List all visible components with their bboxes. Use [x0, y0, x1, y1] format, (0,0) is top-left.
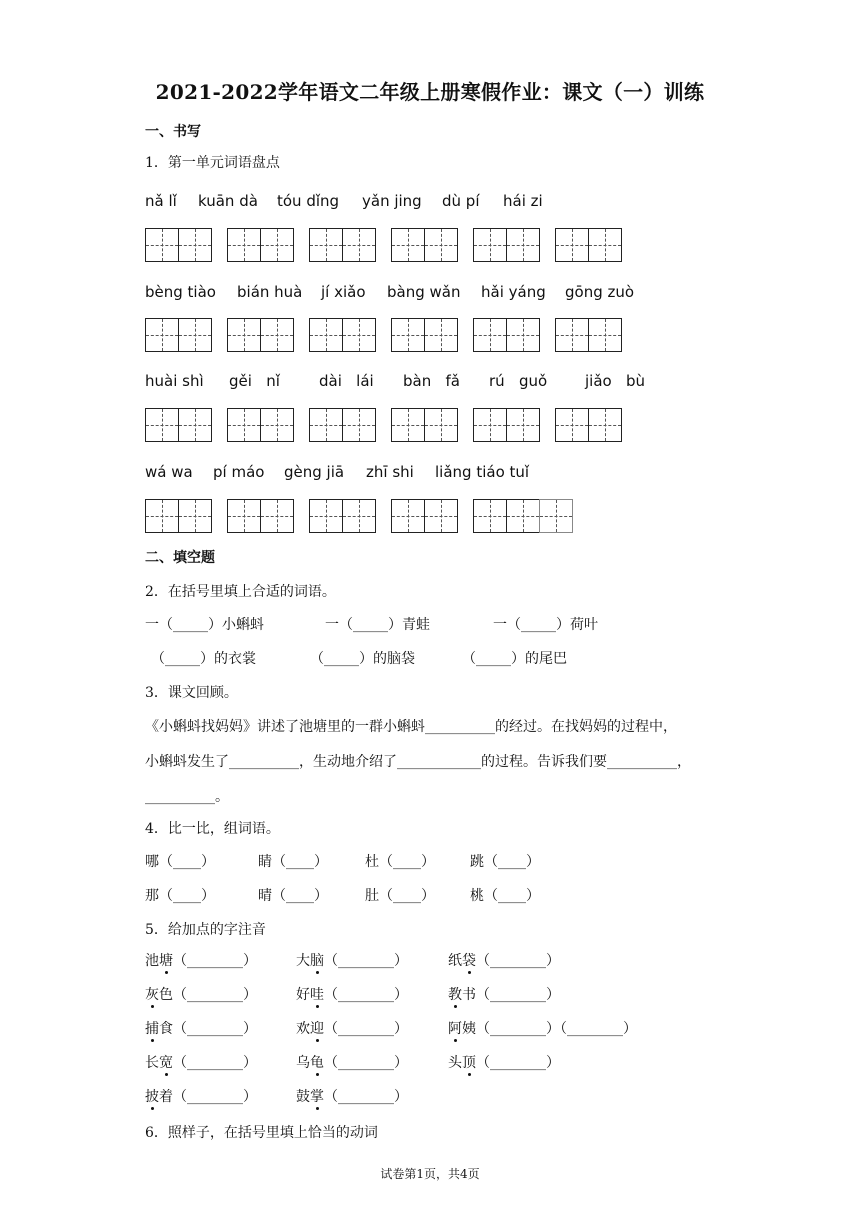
char: 大: [296, 953, 310, 969]
writing-cell[interactable]: [145, 408, 179, 442]
writing-cell[interactable]: [588, 228, 622, 262]
writing-grid-word: [391, 228, 457, 262]
annotate-item: [448, 950, 560, 970]
section-heading-fill-blank: 二、填空题: [145, 550, 215, 566]
writing-grid-word: [473, 318, 539, 352]
char: 池: [145, 953, 159, 969]
dotted-char: 阿: [448, 1018, 462, 1038]
dotted-char: 塘: [159, 950, 173, 970]
writing-cell[interactable]: [178, 499, 212, 533]
writing-grid-word: [391, 499, 457, 533]
writing-cell[interactable]: [342, 228, 376, 262]
dotted-char: 宽: [159, 1052, 173, 1072]
pinyin-word: yǎn jing: [362, 192, 422, 210]
pinyin-blank[interactable]: （________）: [324, 953, 408, 969]
writing-cell[interactable]: [145, 228, 179, 262]
pinyin-blank[interactable]: （________）: [173, 1055, 257, 1071]
pinyin-word: gōng zuò: [565, 283, 635, 301]
writing-cell[interactable]: [145, 318, 179, 352]
writing-grid-word: [309, 228, 375, 262]
writing-cell[interactable]: [309, 499, 343, 533]
writing-cell[interactable]: [424, 408, 458, 442]
q2-blank[interactable]: 一（_____）青蛙: [325, 617, 430, 633]
writing-cell[interactable]: [555, 408, 589, 442]
writing-grid-row: [145, 228, 745, 262]
writing-grid-word: [145, 228, 211, 262]
annotate-item: [296, 1086, 408, 1106]
writing-cell[interactable]: [391, 318, 425, 352]
writing-cell[interactable]: [473, 499, 507, 533]
q4-blank[interactable]: 那（____）: [145, 888, 215, 904]
annotate-item: [448, 1018, 637, 1038]
writing-cell[interactable]: [391, 228, 425, 262]
writing-grid-row: [145, 408, 745, 442]
writing-grid-word: [555, 318, 621, 352]
q2-blank[interactable]: （_____）的衣裳: [151, 651, 256, 667]
writing-grid-word: [227, 499, 293, 533]
pinyin-blank[interactable]: （________）: [173, 953, 257, 969]
writing-cell[interactable]: [260, 499, 294, 533]
dotted-char: 哇: [310, 984, 324, 1004]
writing-cell[interactable]: [473, 318, 507, 352]
annotate-item: [296, 1052, 408, 1072]
char: 欢: [296, 1021, 310, 1037]
question-1-label: 1．第一单元词语盘点: [145, 155, 280, 171]
q2-blank[interactable]: 一（_____）荷叶: [493, 617, 598, 633]
writing-cell[interactable]: [424, 318, 458, 352]
pinyin-word: gěi nǐ: [229, 372, 280, 390]
dotted-char: 教: [448, 984, 462, 1004]
pinyin-word: nǎ lǐ: [145, 192, 177, 210]
writing-cell[interactable]: [555, 228, 589, 262]
writing-cell[interactable]: [588, 408, 622, 442]
pinyin-blank[interactable]: （________）: [173, 1021, 257, 1037]
dotted-char: 袋: [462, 950, 476, 970]
pinyin-word: zhī shi: [366, 463, 414, 481]
writing-grid-word: [391, 318, 457, 352]
writing-grid-word: [473, 499, 571, 533]
pinyin-word: hǎi yáng: [481, 283, 546, 301]
pinyin-word: tóu dǐng: [277, 192, 340, 210]
writing-cell[interactable]: [178, 408, 212, 442]
writing-cell[interactable]: [309, 408, 343, 442]
writing-cell[interactable]: [424, 499, 458, 533]
pinyin-word: jiǎo bù: [585, 372, 646, 390]
writing-grid-row: [145, 318, 745, 352]
q4-blank[interactable]: 晴（____）: [258, 888, 328, 904]
writing-cell[interactable]: [227, 318, 261, 352]
pinyin-word: dù pí: [442, 192, 480, 210]
q4-blank[interactable]: 杜（____）: [365, 854, 435, 870]
q4-blank[interactable]: 肚（____）: [365, 888, 435, 904]
char: 食: [159, 1021, 173, 1037]
writing-cell[interactable]: [506, 228, 540, 262]
question-6-label: 6．照样子，在括号里填上恰当的动词: [145, 1125, 378, 1141]
writing-cell[interactable]: [342, 318, 376, 352]
writing-cell[interactable]: [424, 228, 458, 262]
annotate-item: [296, 984, 408, 1004]
writing-cell[interactable]: [227, 228, 261, 262]
writing-cell[interactable]: [506, 408, 540, 442]
question-3-label: 3．课文回顾。: [145, 685, 238, 701]
annotate-item: [145, 1086, 257, 1106]
char: 书: [462, 987, 476, 1003]
writing-cell[interactable]: [342, 408, 376, 442]
writing-cell[interactable]: [473, 228, 507, 262]
writing-cell[interactable]: [506, 499, 540, 533]
writing-cell[interactable]: [391, 499, 425, 533]
pinyin-blank[interactable]: （________）: [476, 1055, 560, 1071]
writing-grid-row: [145, 499, 745, 533]
annotate-item: [145, 950, 257, 970]
char: 姨: [462, 1021, 476, 1037]
q2-blank[interactable]: 一（_____）小蝌蚪: [145, 617, 264, 633]
annotate-item: [145, 1018, 257, 1038]
annotate-item: [448, 1052, 560, 1072]
q3-text-line[interactable]: __________。: [145, 789, 229, 805]
dotted-char: 掌: [310, 1086, 324, 1106]
pinyin-word: dài lái: [319, 372, 374, 390]
annotate-item: [296, 1018, 408, 1038]
pinyin-word: rú guǒ: [489, 372, 548, 390]
dotted-char: 灰: [145, 984, 159, 1004]
char: 鼓: [296, 1089, 310, 1105]
writing-grid-word: [309, 318, 375, 352]
dotted-char: 披: [145, 1086, 159, 1106]
pinyin-word: wá wa: [145, 463, 193, 481]
writing-grid-word: [391, 408, 457, 442]
writing-grid-word: [309, 499, 375, 533]
writing-cell[interactable]: [506, 318, 540, 352]
writing-grid-word: [227, 408, 293, 442]
annotate-item: [145, 984, 257, 1004]
writing-grid-word: [555, 228, 621, 262]
writing-grid-word: [145, 408, 211, 442]
pinyin-word: bàng wǎn: [387, 283, 461, 301]
writing-cell[interactable]: [342, 499, 376, 533]
writing-cell[interactable]: [588, 318, 622, 352]
char: 着: [159, 1089, 173, 1105]
q2-blank[interactable]: （_____）的尾巴: [462, 651, 567, 667]
writing-cell[interactable]: [227, 499, 261, 533]
annotate-item: [296, 950, 408, 970]
char: 头: [448, 1055, 462, 1071]
pinyin-word: pí máo: [213, 463, 265, 481]
pinyin-blank[interactable]: （________）: [324, 987, 408, 1003]
writing-grid-word: [309, 408, 375, 442]
writing-grid-word: [227, 228, 293, 262]
writing-cell[interactable]: [178, 228, 212, 262]
char: 好: [296, 987, 310, 1003]
pinyin-blank[interactable]: （________）: [324, 1055, 408, 1071]
question-4-label: 4．比一比，组词语。: [145, 821, 280, 837]
pinyin-word: liǎng tiáo tuǐ: [435, 463, 530, 481]
q4-blank[interactable]: 桃（____）: [470, 888, 540, 904]
writing-grid-word: [555, 408, 621, 442]
writing-cell[interactable]: [473, 408, 507, 442]
dotted-char: 捕: [145, 1018, 159, 1038]
writing-cell[interactable]: [309, 228, 343, 262]
pinyin-blank[interactable]: （________）: [173, 1089, 257, 1105]
dotted-char: 顶: [462, 1052, 476, 1072]
annotate-item: [145, 1052, 257, 1072]
pinyin-word: kuān dà: [198, 192, 258, 210]
pinyin-word: bàn fǎ: [403, 372, 460, 390]
pinyin-word: bèng tiào: [145, 283, 216, 301]
question-5-label: 5．给加点的字注音: [145, 922, 266, 938]
pinyin-blank[interactable]: （________）: [560, 1021, 637, 1037]
pinyin-word: jí xiǎo: [321, 283, 366, 301]
page-title: 2021-2022学年语文二年级上册寒假作业：课文（一）训练: [155, 80, 705, 104]
writing-grid-word: [473, 228, 539, 262]
q2-blank[interactable]: （_____）的脑袋: [310, 651, 415, 667]
pinyin-word: gèng jiā: [284, 463, 345, 481]
writing-cell[interactable]: [178, 318, 212, 352]
q4-blank[interactable]: 哪（____）: [145, 854, 215, 870]
writing-cell[interactable]: [391, 408, 425, 442]
writing-cell[interactable]: [260, 318, 294, 352]
writing-cell[interactable]: [260, 408, 294, 442]
writing-grid-word: [473, 408, 539, 442]
pinyin-blank[interactable]: （________）: [476, 953, 560, 969]
pinyin-blank[interactable]: （________）: [476, 987, 560, 1003]
q4-blank[interactable]: 跳（____）: [470, 854, 540, 870]
writing-grid-word: [227, 318, 293, 352]
writing-cell[interactable]: [309, 318, 343, 352]
pinyin-word: bián huà: [237, 283, 303, 301]
pinyin-word: huài shì: [145, 372, 204, 390]
writing-grid-word: [145, 318, 211, 352]
pinyin-blank[interactable]: （________）: [476, 1021, 560, 1037]
dotted-char: 脑: [310, 950, 324, 970]
char: 纸: [448, 953, 462, 969]
writing-cell[interactable]: [227, 408, 261, 442]
pinyin-blank[interactable]: （________）: [324, 1021, 408, 1037]
char: 色: [159, 987, 173, 1003]
annotate-item: [448, 984, 560, 1004]
dotted-char: 龟: [310, 1052, 324, 1072]
writing-cell[interactable]: [145, 499, 179, 533]
char: 乌: [296, 1055, 310, 1071]
q3-text-line[interactable]: 小蝌蚪发生了__________，生动地介绍了____________的过程。告诉我们要__________，: [145, 754, 691, 770]
pinyin-blank[interactable]: （________）: [324, 1089, 408, 1105]
writing-cell[interactable]: [555, 318, 589, 352]
section-heading-writing: 一、书写: [145, 124, 201, 140]
page-footer: 试卷第1页，共4页: [380, 1167, 480, 1181]
q3-text-line[interactable]: 《小蝌蚪找妈妈》讲述了池塘里的一群小蝌蚪__________的经过。在找妈妈的过程中，: [145, 719, 677, 735]
q4-blank[interactable]: 睛（____）: [258, 854, 328, 870]
writing-cell[interactable]: [260, 228, 294, 262]
writing-grid-word: [145, 499, 211, 533]
pinyin-word: hái zi: [503, 192, 543, 210]
question-2-label: 2．在括号里填上合适的词语。: [145, 584, 336, 600]
dotted-char: 迎: [310, 1018, 324, 1038]
pinyin-blank[interactable]: （________）: [173, 987, 257, 1003]
char: 长: [145, 1055, 159, 1071]
writing-cell[interactable]: [539, 499, 573, 533]
